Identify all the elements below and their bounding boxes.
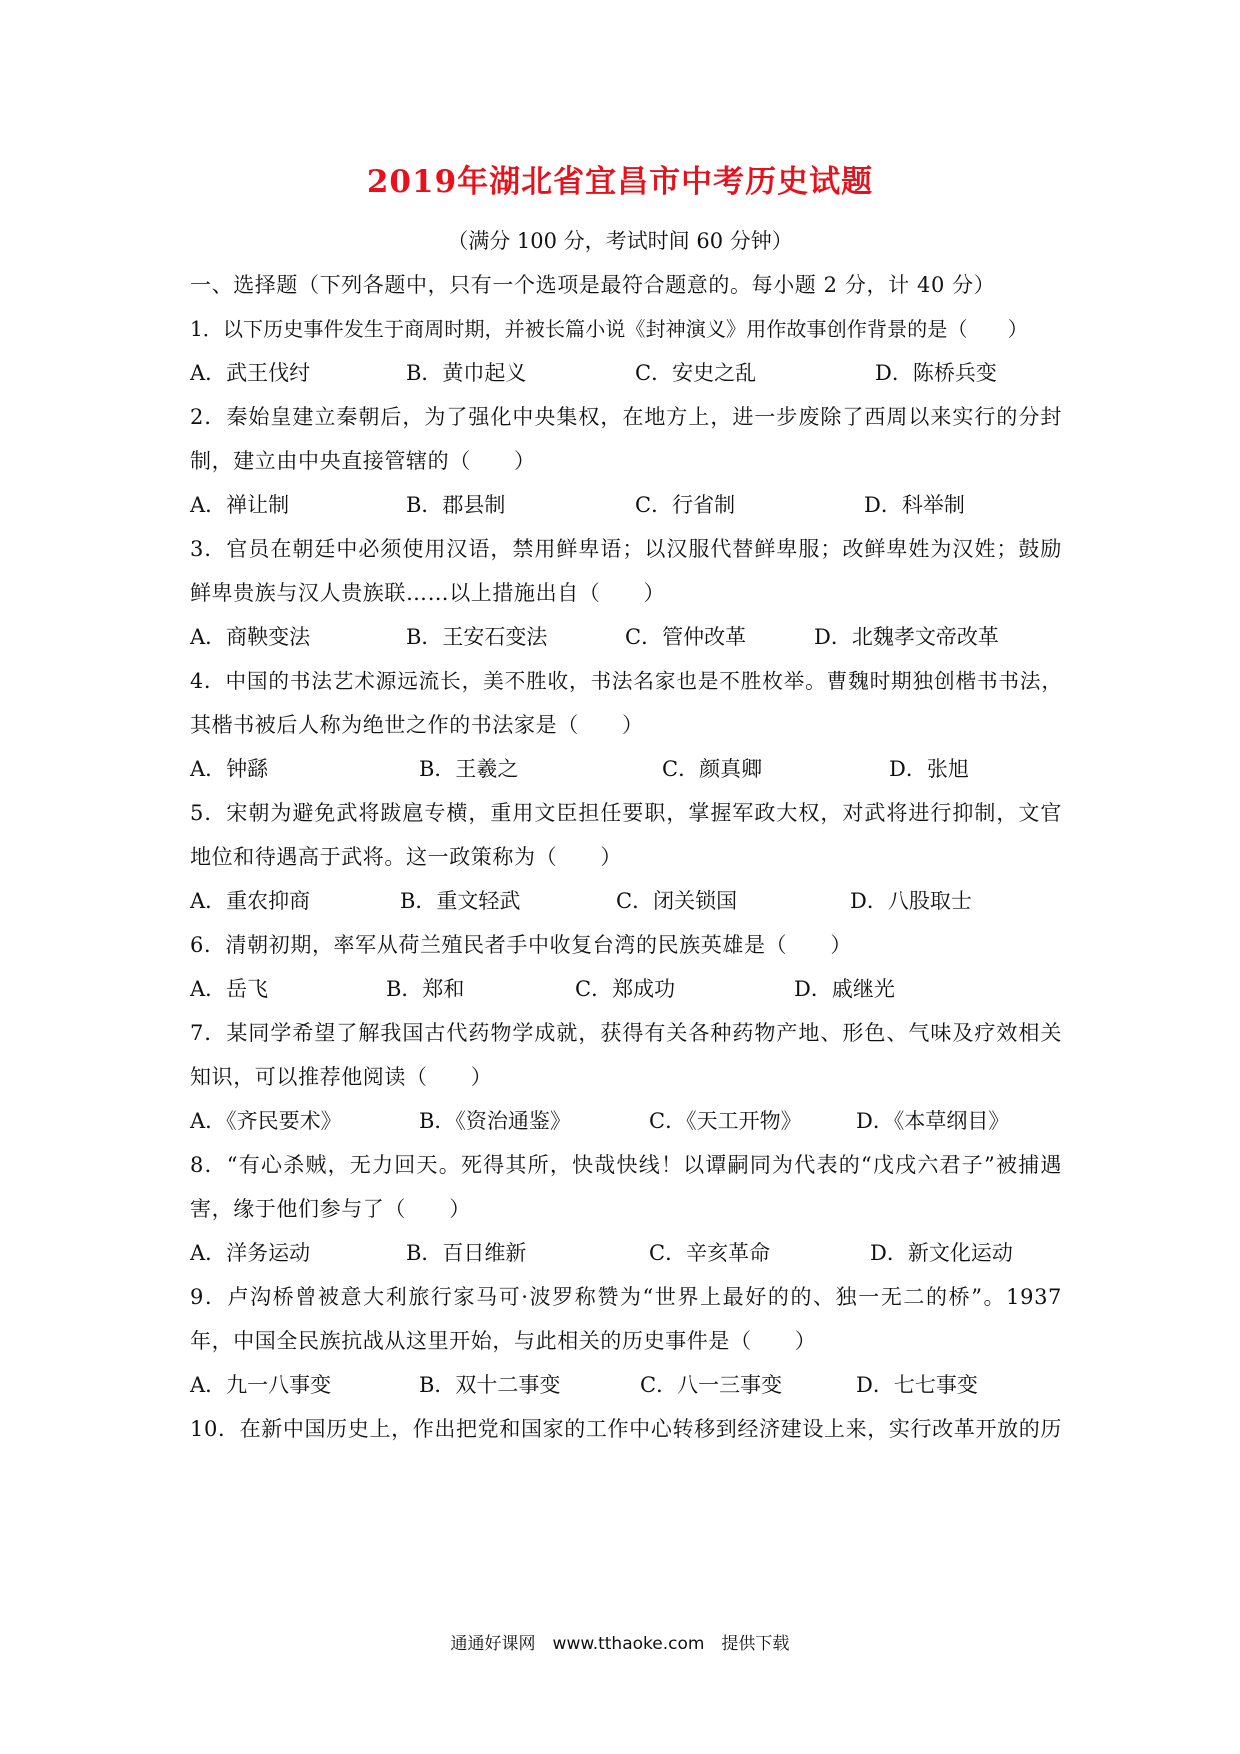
option-b: B．郡县制: [406, 493, 506, 517]
question-5-stem-cont: 地位和待遇高于武将。这一政策称为（ ）: [190, 845, 622, 869]
question-7-stem-cont: 知识，可以推荐他阅读（ ）: [190, 1065, 493, 1089]
question-3-stem: 3．官员在朝廷中必须使用汉语，禁用鲜卑语；以汉服代替鲜卑服；改鲜卑姓为汉姓；鼓励: [190, 537, 1062, 561]
option-d: D．北魏孝文帝改革: [814, 625, 999, 649]
question-2-options: [190, 490, 1062, 520]
section-heading: 一、选择题（下列各题中，只有一个选项是最符合题意的。每小题 2 分，计 40 分）: [190, 273, 996, 297]
option-b: B．双十二事变: [419, 1373, 561, 1397]
footer-download-note: 通通好课网 www.tthaoke.com 提供下载: [450, 1634, 790, 1654]
question-10-stem: 10．在新中国历史上，作出把党和国家的工作中心转移到经济建设上来，实行改革开放的历: [190, 1417, 1062, 1441]
option-c: C．行省制: [635, 493, 736, 517]
question-9-options: [190, 1370, 1062, 1400]
question-2-stem-cont: 制，建立由中央直接管辖的（ ）: [190, 449, 536, 473]
option-c: C．安史之乱: [635, 361, 757, 385]
option-a: A．武王伐纣: [190, 361, 311, 385]
question-8-stem-cont: 害，缘于他们参与了（ ）: [190, 1197, 471, 1221]
option-a: A．禅让制: [190, 493, 290, 517]
option-b: B．百日维新: [406, 1241, 527, 1265]
option-a: A．岳飞: [190, 977, 269, 1001]
option-a: A．九一八事变: [190, 1373, 332, 1397]
option-d: D．八股取士: [850, 889, 972, 913]
option-c: C．八一三事变: [640, 1373, 783, 1397]
option-c: C．管仲改革: [625, 625, 747, 649]
question-8-stem: 8．“有心杀贼，无力回天。死得其所，快哉快线！以谭嗣同为代表的“戊戌六君子”被捕遇: [190, 1153, 1062, 1177]
page-title: 2019年湖北省宜昌市中考历史试题: [366, 164, 874, 200]
option-b: B．王羲之: [419, 757, 519, 781]
option-d: D．戚继光: [794, 977, 895, 1001]
option-c: C．郑成功: [575, 977, 676, 1001]
option-a: A．商鞅变法: [190, 625, 311, 649]
option-b: B．《资治通鉴》: [419, 1109, 571, 1133]
question-6-options: [190, 974, 1062, 1004]
option-b: B．重文轻武: [400, 889, 521, 913]
option-a: A．钟繇: [190, 757, 269, 781]
option-b: B．郑和: [386, 977, 465, 1001]
option-b: B．黄巾起义: [406, 361, 527, 385]
question-3-stem-cont: 鲜卑贵族与汉人贵族联……以上措施出自（ ）: [190, 581, 666, 605]
question-5-options: [190, 886, 1062, 916]
option-d: D．张旭: [889, 757, 969, 781]
option-c: C．《天工开物》: [649, 1109, 802, 1133]
question-5-stem: 5．宋朝为避免武将跋扈专横，重用文臣担任要职，掌握军政大权，对武将进行抑制，文官: [190, 801, 1062, 825]
option-a: A．洋务运动: [190, 1241, 311, 1265]
option-d: D．《本草纲目》: [856, 1109, 1010, 1133]
question-7-options: [190, 1106, 1062, 1136]
option-c: C．辛亥革命: [649, 1241, 771, 1265]
question-6-stem: 6．清朝初期，率军从荷兰殖民者手中收复台湾的民族英雄是（ ）: [190, 933, 852, 957]
question-4-stem-cont: 其楷书被后人称为绝世之作的书法家是（ ）: [190, 713, 644, 737]
question-9-stem: 9．卢沟桥曾被意大利旅行家马可·波罗称赞为“世界上最好的的、独一无二的桥”。1937: [190, 1285, 1062, 1309]
question-3-options: [190, 622, 1062, 652]
question-4-options: [190, 754, 1062, 784]
option-c: C．颜真卿: [662, 757, 763, 781]
option-c: C．闭关锁国: [616, 889, 738, 913]
question-1-options: [190, 358, 1062, 388]
option-d: D．陈桥兵变: [875, 361, 997, 385]
question-8-options: [190, 1238, 1062, 1268]
question-9-stem-cont: 年，中国全民族抗战从这里开始，与此相关的历史事件是（ ）: [190, 1329, 817, 1353]
option-a: A．重农抑商: [190, 889, 311, 913]
question-7-stem: 7．某同学希望了解我国古代药物学成就，获得有关各种药物产地、形色、气味及疗效相关: [190, 1021, 1062, 1045]
question-4-stem: 4．中国的书法艺术源远流长，美不胜收，书法名家也是不胜枚举。曹魏时期独创楷书书法，: [190, 669, 1062, 693]
option-b: B．王安石变法: [406, 625, 548, 649]
exam-info: （满分 100 分，考试时间 60 分钟）: [447, 229, 793, 253]
option-d: D．科举制: [864, 493, 965, 517]
question-1-stem: 1．以下历史事件发生于商周时期，并被长篇小说《封神演义》用作故事创作背景的是（ ）: [190, 317, 1028, 341]
question-2-stem: 2．秦始皇建立秦朝后，为了强化中央集权，在地方上，进一步废除了西周以来实行的分封: [190, 405, 1062, 429]
option-d: D．七七事变: [856, 1373, 978, 1397]
option-d: D．新文化运动: [870, 1241, 1013, 1265]
option-a: A．《齐民要术》: [190, 1109, 342, 1133]
